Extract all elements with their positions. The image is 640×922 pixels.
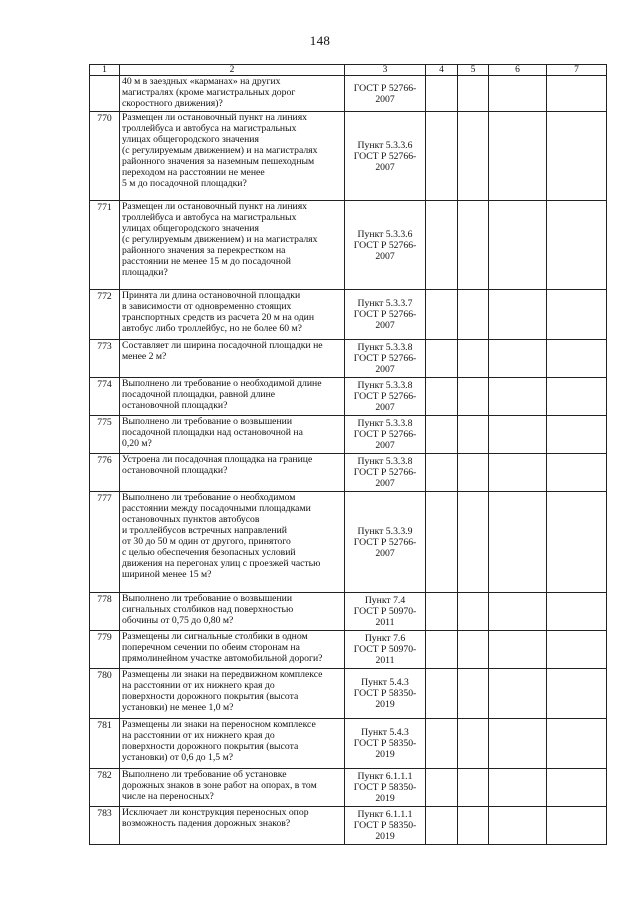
empty-cell-col-7: [547, 492, 607, 593]
reference-cell: [345, 340, 426, 378]
empty-cell-col-6: [489, 290, 547, 340]
question-cell: [120, 719, 345, 769]
empty-cell-col-5: [458, 112, 489, 201]
empty-cell-col-6: [489, 201, 547, 290]
empty-cell-col-4: [426, 719, 458, 769]
table-row: [90, 492, 607, 593]
question-cell: [120, 201, 345, 290]
reference-text: Пункт 5.3.3.9 ГОСТ Р 52766- 2007: [353, 525, 417, 559]
empty-cell-col-4: [426, 201, 458, 290]
row-number-cell: [90, 492, 120, 593]
reference-cell: [345, 669, 426, 719]
empty-cell-col-4: [426, 631, 458, 669]
row-number: 782: [97, 770, 112, 781]
empty-cell-col-5: [458, 340, 489, 378]
empty-cell-col-7: [547, 593, 607, 631]
reference-text: Пункт 5.4.3 ГОСТ Р 58350- 2019: [353, 677, 417, 710]
question-cell: [120, 378, 345, 416]
header-col-2: 2: [120, 65, 345, 76]
table-header: [90, 65, 607, 76]
row-number-cell: [90, 719, 120, 769]
row-number-cell: [90, 112, 120, 201]
empty-cell-col-7: [547, 631, 607, 669]
empty-cell-col-4: [426, 807, 458, 845]
table-row: [90, 416, 607, 454]
empty-cell-col-6: [489, 593, 547, 631]
question-text: Размещены ли знаки на переносном комплексе на расстоянии от их нижнего края до поверхности дорожного покрытия (высота установки) от 0,6 до 1,5 м?: [122, 719, 316, 763]
question-cell: [120, 631, 345, 669]
header-row: [90, 65, 607, 76]
reference-cell: [345, 769, 426, 807]
table-row: [90, 378, 607, 416]
question-cell: [120, 416, 345, 454]
empty-cell-col-4: [426, 454, 458, 492]
reference-text: Пункт 5.3.3.6 ГОСТ Р 52766- 2007: [353, 139, 417, 173]
question-text: Выполнено ли требование о необходимом расстоянии между посадочными площадками остановочных пунктов автобусов и троллейбусов встречных направлений от 30 до 50 м один от другого, принятого с целью обеспечения безопасных условий движения на перегонах улиц с проезжей частью шириной менее 15 м?: [122, 492, 321, 580]
empty-cell-col-7: [547, 201, 607, 290]
reference-cell: [345, 378, 426, 416]
row-number: 774: [97, 379, 112, 390]
question-text: Составляет ли ширина посадочной площадки не менее 2 м?: [122, 340, 323, 362]
question-text: Размещены ли сигнальные столбики в одном поперечном сечении по обеим сторонам на прямолинейном участке автомобильной дороги?: [122, 631, 323, 664]
reference-text: Пункт 5.3.3.8 ГОСТ Р 52766- 2007: [353, 342, 417, 375]
empty-cell-col-5: [458, 669, 489, 719]
reference-text: Пункт 5.3.3.7 ГОСТ Р 52766- 2007: [353, 298, 417, 331]
reference-text: ГОСТ Р 52766- 2007: [353, 82, 417, 105]
reference-cell: [345, 492, 426, 593]
empty-cell-col-4: [426, 340, 458, 378]
question-text: Выполнено ли требование о необходимой длине посадочной площадки, равной длине остановочной площадки?: [122, 378, 322, 411]
row-number: 780: [97, 670, 112, 681]
row-number-cell: [90, 76, 120, 112]
empty-cell-col-7: [547, 112, 607, 201]
empty-cell-col-7: [547, 416, 607, 454]
empty-cell-col-6: [489, 454, 547, 492]
empty-cell-col-6: [489, 416, 547, 454]
empty-cell-col-4: [426, 290, 458, 340]
reference-cell: [345, 290, 426, 340]
empty-cell-col-5: [458, 593, 489, 631]
row-number-cell: [90, 631, 120, 669]
row-number-cell: [90, 769, 120, 807]
question-cell: [120, 769, 345, 807]
empty-cell-col-6: [489, 807, 547, 845]
empty-cell-col-5: [458, 631, 489, 669]
question-cell: [120, 807, 345, 845]
empty-cell-col-6: [489, 769, 547, 807]
row-number: 773: [97, 341, 112, 352]
reference-text: Пункт 7.4 ГОСТ Р 50970- 2011: [353, 595, 417, 628]
reference-cell: [345, 719, 426, 769]
question-text: Исключает ли конструкция переносных опор возможность падения дорожных знаков?: [122, 807, 309, 829]
checklist-table: [89, 64, 607, 845]
empty-cell-col-7: [547, 378, 607, 416]
empty-cell-col-4: [426, 669, 458, 719]
table-row: [90, 290, 607, 340]
row-number-cell: [90, 416, 120, 454]
question-cell: [120, 76, 345, 112]
empty-cell-col-5: [458, 76, 489, 112]
question-text: Размещены ли знаки на передвижном комплексе на расстоянии от их нижнего края до поверхности дорожного покрытия (высота установки) не менее 1,0 м?: [122, 669, 323, 713]
table-row: [90, 719, 607, 769]
reference-cell: [345, 112, 426, 201]
empty-cell-col-4: [426, 112, 458, 201]
empty-cell-col-5: [458, 201, 489, 290]
row-number: 783: [97, 808, 112, 819]
question-text: 40 м в заездных «карманах» на других магистралях (кроме магистральных дорог скоростного движения)?: [122, 76, 296, 109]
question-text: Выполнено ли требование об установке дорожных знаков в зоне работ на опорах, в том числе на переносных?: [122, 769, 317, 802]
reference-text: Пункт 5.3.3.8 ГОСТ Р 52766- 2007: [353, 380, 417, 413]
empty-cell-col-5: [458, 290, 489, 340]
empty-cell-col-6: [489, 719, 547, 769]
row-number: 777: [97, 493, 112, 504]
empty-cell-col-4: [426, 769, 458, 807]
row-number: 771: [97, 202, 112, 213]
question-cell: [120, 593, 345, 631]
table-row: [90, 340, 607, 378]
header-col-6: 6: [489, 65, 547, 76]
page-number: 148: [309, 33, 331, 48]
reference-text: Пункт 5.3.3.8 ГОСТ Р 52766- 2007: [353, 456, 417, 489]
reference-cell: [345, 416, 426, 454]
empty-cell-col-7: [547, 76, 607, 112]
empty-cell-col-6: [489, 112, 547, 201]
row-number-cell: [90, 378, 120, 416]
empty-cell-col-4: [426, 76, 458, 112]
reference-cell: [345, 201, 426, 290]
header-col-4: 4: [426, 65, 458, 76]
question-text: Размещен ли остановочный пункт на линиях троллейбуса и автобуса на магистральных улицах общегородского значения (с регулируемым движением) и на магистралях районного значения за перекрестком на расстоянии не менее 15 м до посадочной площадки?: [122, 201, 318, 278]
empty-cell-col-6: [489, 340, 547, 378]
row-number: 779: [97, 632, 112, 643]
table-row: [90, 807, 607, 845]
empty-cell-col-7: [547, 769, 607, 807]
table-row: [90, 454, 607, 492]
table-row: [90, 593, 607, 631]
table-row: [90, 76, 607, 112]
header-col-3: 3: [345, 65, 426, 76]
empty-cell-col-7: [547, 454, 607, 492]
row-number: 781: [97, 720, 112, 731]
table-row: [90, 631, 607, 669]
row-number: 772: [97, 291, 112, 302]
row-number: [92, 76, 117, 77]
empty-cell-col-5: [458, 416, 489, 454]
header-col-1: 1: [90, 65, 120, 76]
reference-cell: [345, 76, 426, 112]
empty-cell-col-5: [458, 454, 489, 492]
row-number: 775: [97, 417, 112, 428]
empty-cell-col-6: [489, 669, 547, 719]
empty-cell-col-7: [547, 807, 607, 845]
row-number: 776: [97, 455, 112, 466]
reference-text: Пункт 6.1.1.1 ГОСТ Р 58350- 2019: [353, 771, 417, 804]
empty-cell-col-7: [547, 669, 607, 719]
row-number-cell: [90, 454, 120, 492]
question-text: Размещен ли остановочный пункт на линиях троллейбуса и автобуса на магистральных улицах общегородского значения (с регулируемым движением) и на магистралях районного значения за наземным пешеходным переходом на расстоянии не менее 5 м до посадочной площадки?: [122, 112, 318, 189]
row-number-cell: [90, 669, 120, 719]
header-col-7: 7: [547, 65, 607, 76]
empty-cell-col-4: [426, 593, 458, 631]
empty-cell-col-6: [489, 492, 547, 593]
empty-cell-col-5: [458, 492, 489, 593]
reference-text: Пункт 5.3.3.6 ГОСТ Р 52766- 2007: [353, 228, 417, 262]
empty-cell-col-6: [489, 378, 547, 416]
empty-cell-col-7: [547, 340, 607, 378]
empty-cell-col-5: [458, 378, 489, 416]
question-cell: [120, 290, 345, 340]
question-text: Выполнено ли требование о возвышении сигнальных столбиков над поверхностью обочины от 0,75 до 0,80 м?: [122, 593, 294, 626]
reference-cell: [345, 593, 426, 631]
question-cell: [120, 112, 345, 201]
reference-cell: [345, 807, 426, 845]
empty-cell-col-4: [426, 378, 458, 416]
question-cell: [120, 492, 345, 593]
empty-cell-col-5: [458, 769, 489, 807]
table-row: [90, 201, 607, 290]
question-cell: [120, 340, 345, 378]
empty-cell-col-6: [489, 76, 547, 112]
row-number: 770: [97, 113, 112, 124]
row-number-cell: [90, 593, 120, 631]
row-number: 778: [97, 594, 112, 605]
question-text: Выполнено ли требование о возвышении посадочной площадки над остановочной на 0,20 м?: [122, 416, 303, 449]
empty-cell-col-7: [547, 719, 607, 769]
table-body: [90, 76, 607, 845]
reference-text: Пункт 5.3.3.8 ГОСТ Р 52766- 2007: [353, 418, 417, 451]
empty-cell-col-6: [489, 631, 547, 669]
reference-cell: [345, 454, 426, 492]
reference-cell: [345, 631, 426, 669]
row-number-cell: [90, 290, 120, 340]
empty-cell-col-5: [458, 807, 489, 845]
question-text: Устроена ли посадочная площадка на границе остановочной площадки?: [122, 454, 313, 476]
empty-cell-col-4: [426, 492, 458, 593]
question-text: Принята ли длина остановочной площадки в зависимости от одновременно стоящих транспортных средств из расчета 20 м на один автобус либо троллейбус, но не более 60 м?: [122, 290, 315, 334]
question-cell: [120, 454, 345, 492]
question-cell: [120, 669, 345, 719]
empty-cell-col-5: [458, 719, 489, 769]
table-row: [90, 769, 607, 807]
reference-text: Пункт 7.6 ГОСТ Р 50970- 2011: [353, 633, 417, 666]
header-col-5: 5: [458, 65, 489, 76]
row-number-cell: [90, 340, 120, 378]
reference-text: Пункт 5.4.3 ГОСТ Р 58350- 2019: [353, 727, 417, 760]
table-row: [90, 112, 607, 201]
row-number-cell: [90, 201, 120, 290]
empty-cell-col-4: [426, 416, 458, 454]
reference-text: Пункт 6.1.1.1 ГОСТ Р 58350- 2019: [353, 809, 417, 842]
row-number-cell: [90, 807, 120, 845]
empty-cell-col-7: [547, 290, 607, 340]
table-row: [90, 669, 607, 719]
